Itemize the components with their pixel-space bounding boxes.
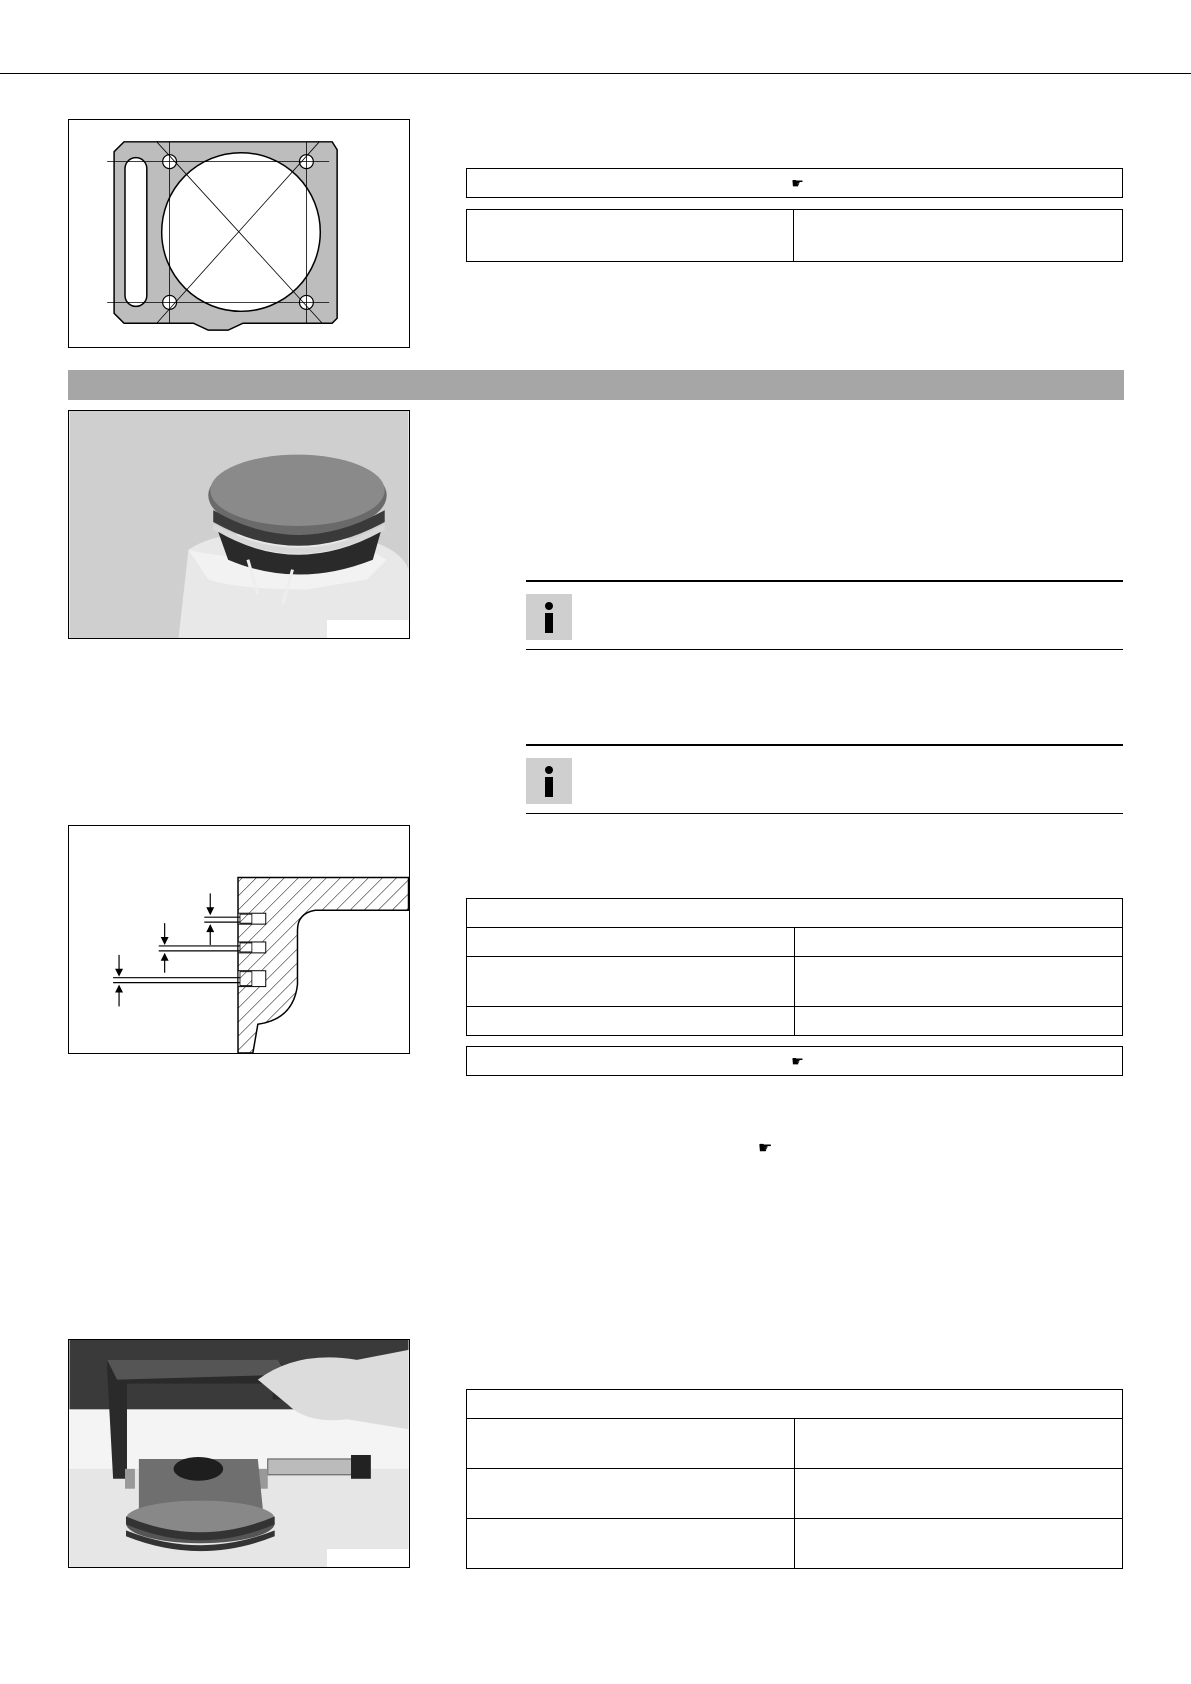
photo-code-label (327, 1549, 409, 1567)
table-cell (467, 1007, 795, 1036)
table-cell (467, 1469, 795, 1519)
ring-clearance-diagram (68, 825, 410, 1054)
table-row (467, 1519, 1123, 1569)
table-row (467, 210, 1123, 262)
micrometer-photo-svg (69, 1340, 409, 1567)
note-box (526, 744, 1123, 814)
piston-photo-svg (69, 411, 409, 638)
table-cell (795, 1007, 1123, 1036)
table-cell (467, 1519, 795, 1569)
ring-clearance-svg (69, 826, 409, 1053)
table-header-cell (467, 1390, 1123, 1419)
cylinder-flatness-svg (69, 120, 409, 347)
pointing-hand-icon: ☛ (791, 1052, 804, 1069)
table-cell (795, 928, 1123, 957)
table-row (467, 1469, 1123, 1519)
info-icon (526, 594, 572, 640)
flatness-spec-table (466, 209, 1123, 262)
table-row (467, 1007, 1123, 1036)
table-cell (467, 210, 794, 262)
info-icon (526, 758, 572, 804)
table-cell (467, 928, 795, 957)
table-cell (795, 1519, 1123, 1569)
table-row (467, 928, 1123, 957)
table-row (467, 1419, 1123, 1469)
pointing-hand-icon: ☛ (791, 174, 804, 191)
section-heading-bar (68, 370, 1124, 400)
inline-reference (758, 1138, 772, 1158)
piston-photo (68, 410, 410, 639)
cylinder-flatness-diagram (68, 119, 410, 348)
table-cell (467, 1419, 795, 1469)
pointing-hand-icon: ☛ (758, 1140, 773, 1157)
table-row (467, 1390, 1123, 1419)
table-cell (795, 1419, 1123, 1469)
table-cell (795, 1469, 1123, 1519)
header-rule (0, 73, 1191, 74)
ring-clearance-reference-box (466, 1046, 1123, 1076)
photo-code-label (327, 620, 409, 638)
ring-clearance-spec-table (466, 898, 1123, 1036)
note-box (526, 580, 1123, 650)
table-cell (794, 210, 1123, 262)
table-cell (795, 957, 1123, 1007)
table-cell (467, 957, 795, 1007)
flatness-reference-box (466, 168, 1123, 198)
table-row (467, 957, 1123, 1007)
micrometer-photo (68, 1339, 410, 1568)
piston-diameter-spec-table (466, 1389, 1123, 1569)
table-header-cell (467, 899, 1123, 928)
table-row (467, 899, 1123, 928)
